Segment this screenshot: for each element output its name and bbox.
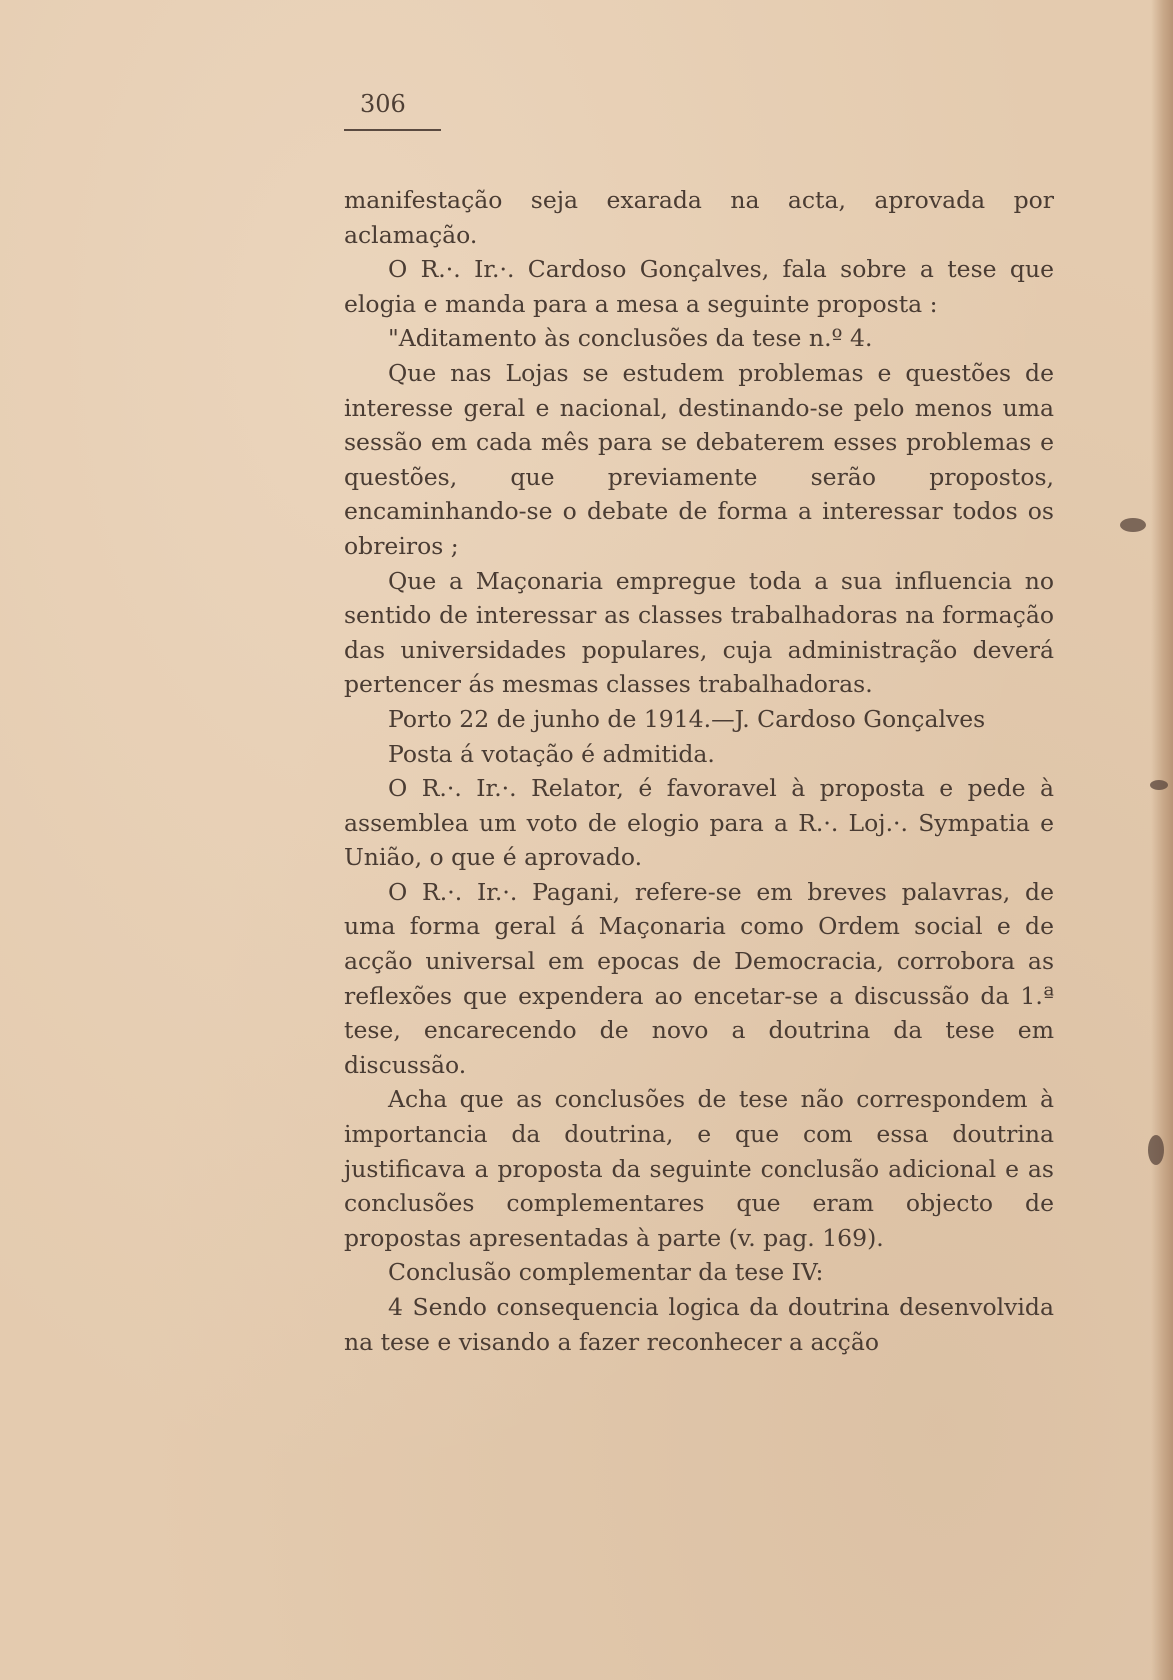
signature-line: Porto 22 de junho de 1914.—J. Cardoso Gonçalves [388, 704, 986, 733]
paragraph: Que nas Lojas se estudem problemas e questões de interesse geral e nacional, destinando-se pelo menos uma sessão em cada mês para se debaterem esses problemas e questões, que previamente serão propostos, encaminhando-se o debate de forma a interessar todos os obreiros ; [344, 358, 1054, 560]
paragraph: O R.·. Ir.·. Cardoso Gonçalves, fala sobre a tese que elogia e manda para a mesa a seguinte proposta : [344, 255, 1054, 318]
paragraph: O R.·. Ir.·. Pagani, refere-se em breves palavras, de uma forma geral á Maçonaria como Ordem social e de acção universal em epocas de Democracia, corrobora as reflexões que expendera ao encetar-se a discussão da 1.ª tese, encarecendo de novo a doutrina da tese em discussão. [344, 877, 1054, 1079]
ink-stain [1120, 518, 1146, 532]
paragraph: Conclusão complementar da tese IV: [388, 1258, 824, 1287]
paragraph: 4 Sendo consequencia logica da doutrina desenvolvida na tese e visando a fazer reconhecer a acção [344, 1293, 1054, 1356]
paragraph: O R.·. Ir.·. Relator, é favoravel à proposta e pede à assemblea um voto de elogio para a R.·. Loj.·. Sympatia e União, o que é aprovado. [344, 774, 1054, 872]
page-number-rule [344, 129, 441, 131]
ink-stain [1150, 780, 1168, 790]
paragraph: "Aditamento às conclusões da tese n.º 4. [388, 324, 873, 353]
body-text [344, 183, 1054, 1359]
page-number: 306 [360, 90, 406, 118]
paragraph: Posta á votação é admitida. [388, 739, 715, 768]
ink-stain [1148, 1135, 1164, 1165]
paragraph: Que a Maçonaria empregue toda a sua influencia no sentido de interessar as classes trabalhadoras na formação das universidades populares, cuja administração deverá pertencer ás mesmas classes trabalhadoras. [344, 566, 1054, 699]
page-edge [1151, 0, 1173, 1680]
paragraph: Acha que as conclusões de tese não correspondem à importancia da doutrina, e que com essa doutrina justificava a proposta da seguinte conclusão adicional e as conclusões complementares que eram objecto de propostas apresentadas à parte (v. pag. 169). [344, 1085, 1054, 1252]
paragraph: manifestação seja exarada na acta, aprovada por aclamação. [344, 186, 1054, 249]
